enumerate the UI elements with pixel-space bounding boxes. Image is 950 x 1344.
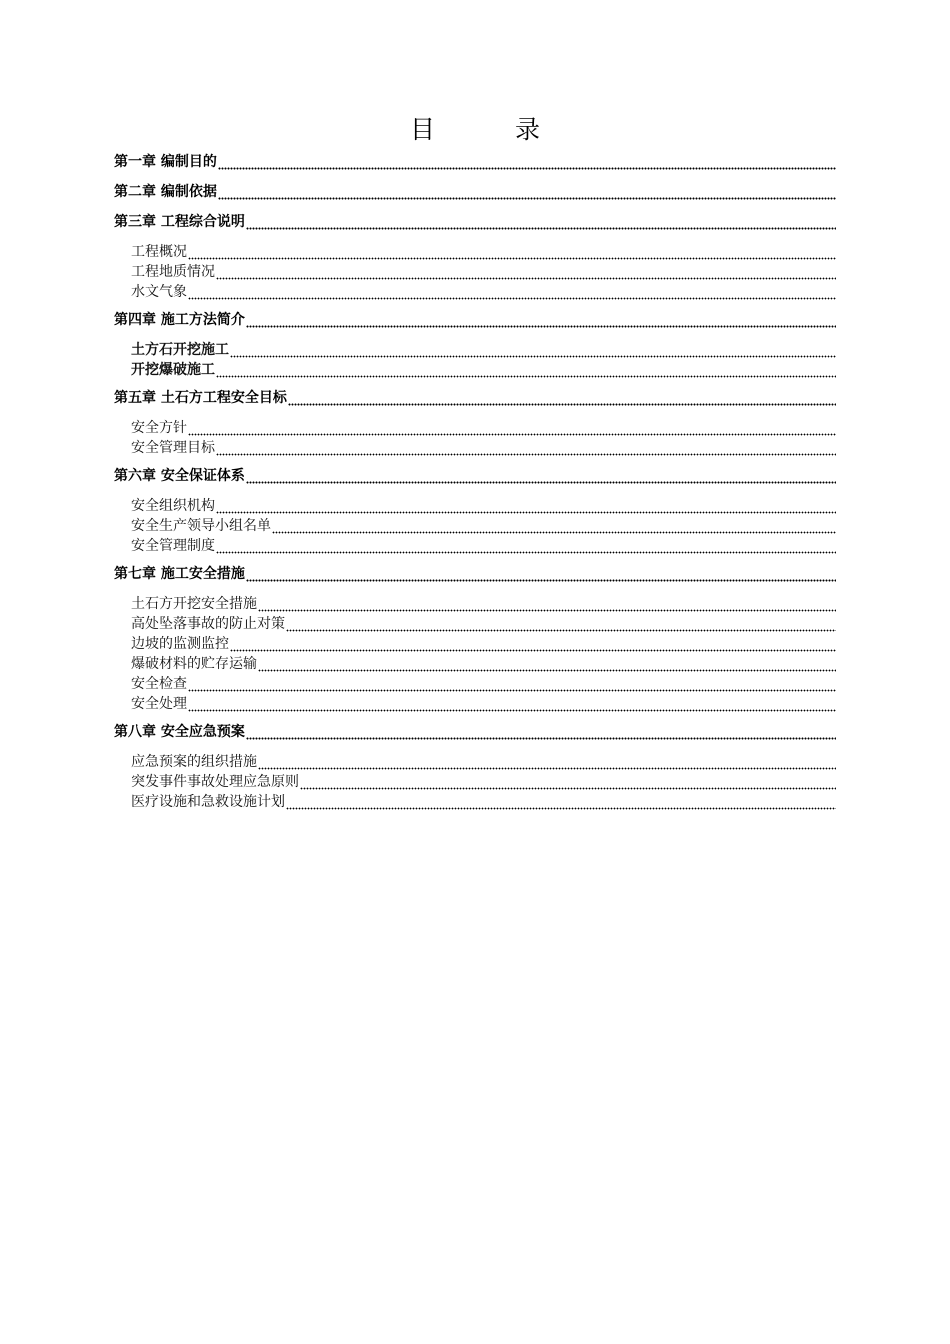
toc-section-label: 安全处理	[131, 696, 187, 712]
toc-dot-leader	[218, 152, 836, 172]
toc-section-entry[interactable]	[114, 694, 836, 714]
toc-section-entry[interactable]	[114, 792, 836, 812]
toc-section-label: 安全管理制度	[131, 538, 215, 554]
toc-section-label: 土方石开挖施工	[131, 342, 229, 358]
toc-section-label: 安全检查	[131, 676, 187, 692]
toc-section-entry[interactable]	[114, 516, 836, 536]
toc-section-entry[interactable]	[114, 674, 836, 694]
toc-dot-leader	[216, 438, 836, 458]
toc-chapter-entry[interactable]	[114, 564, 836, 584]
toc-chapter-entry[interactable]	[114, 310, 836, 330]
toc-dot-leader	[258, 654, 836, 674]
toc-section-label: 开挖爆破施工	[131, 362, 215, 378]
toc-section-label: 安全生产领导小组名单	[131, 518, 271, 534]
toc-chapter-label: 第八章 安全应急预案	[114, 724, 245, 740]
toc-chapter-entry[interactable]	[114, 182, 836, 202]
toc-dot-leader	[272, 516, 836, 536]
toc-section-label: 医疗设施和急救设施计划	[131, 794, 285, 810]
toc-section-entry[interactable]	[114, 282, 836, 302]
toc-dot-leader	[230, 340, 836, 360]
toc-dot-leader	[230, 634, 836, 654]
toc-section-entry[interactable]	[114, 496, 836, 516]
toc-chapter-label: 第五章 土石方工程安全目标	[114, 390, 287, 406]
toc-section-entry[interactable]	[114, 614, 836, 634]
toc-section-entry[interactable]	[114, 634, 836, 654]
toc-section-label: 水文气象	[131, 284, 187, 300]
toc-dot-leader	[246, 212, 836, 232]
toc-dot-leader	[258, 594, 836, 614]
toc-chapter-entry[interactable]	[114, 152, 836, 172]
toc-section-label: 土石方开挖安全措施	[131, 596, 257, 612]
toc-chapter-entry[interactable]	[114, 722, 836, 742]
toc-chapter-entry[interactable]	[114, 388, 836, 408]
toc-section-entry[interactable]	[114, 594, 836, 614]
toc-chapter-label: 第一章 编制目的	[114, 154, 217, 170]
toc-dot-leader	[188, 282, 836, 302]
toc-section-entry[interactable]	[114, 654, 836, 674]
table-of-contents	[114, 152, 836, 820]
toc-chapter-label: 第六章 安全保证体系	[114, 468, 245, 484]
toc-section-entry[interactable]	[114, 536, 836, 556]
toc-section-label: 高处坠落事故的防止对策	[131, 616, 285, 632]
toc-dot-leader	[188, 242, 836, 262]
toc-dot-leader	[286, 792, 836, 812]
toc-dot-leader	[188, 694, 836, 714]
toc-title: 目 录	[410, 115, 576, 144]
toc-dot-leader	[246, 564, 836, 584]
toc-dot-leader	[258, 752, 836, 772]
toc-dot-leader	[286, 614, 836, 634]
toc-dot-leader	[246, 722, 836, 742]
toc-section-entry[interactable]	[114, 438, 836, 458]
toc-chapter-label: 第四章 施工方法简介	[114, 312, 245, 328]
toc-chapter-label: 第三章 工程综合说明	[114, 214, 245, 230]
toc-dot-leader	[216, 360, 836, 380]
toc-section-label: 工程地质情况	[131, 264, 215, 280]
toc-section-label: 工程概况	[131, 244, 187, 260]
toc-section-entry[interactable]	[114, 752, 836, 772]
toc-section-entry[interactable]	[114, 340, 836, 360]
toc-dot-leader	[288, 388, 836, 408]
toc-section-entry[interactable]	[114, 242, 836, 262]
toc-chapter-label: 第二章 编制依据	[114, 184, 217, 200]
toc-section-label: 安全方针	[131, 420, 187, 436]
toc-dot-leader	[216, 262, 836, 282]
toc-section-label: 安全管理目标	[131, 440, 215, 456]
toc-section-entry[interactable]	[114, 418, 836, 438]
toc-chapter-entry[interactable]	[114, 466, 836, 486]
toc-section-label: 爆破材料的贮存运输	[131, 656, 257, 672]
toc-dot-leader	[188, 674, 836, 694]
toc-dot-leader	[246, 466, 836, 486]
toc-chapter-label: 第七章 施工安全措施	[114, 566, 245, 582]
toc-dot-leader	[246, 310, 836, 330]
toc-dot-leader	[188, 418, 836, 438]
toc-section-entry[interactable]	[114, 772, 836, 792]
toc-dot-leader	[300, 772, 836, 792]
toc-dot-leader	[216, 496, 836, 516]
toc-chapter-entry[interactable]	[114, 212, 836, 232]
toc-section-label: 边坡的监测监控	[131, 636, 229, 652]
toc-section-entry[interactable]	[114, 360, 836, 380]
toc-section-label: 突发事件事故处理应急原则	[131, 774, 299, 790]
toc-section-label: 应急预案的组织措施	[131, 754, 257, 770]
toc-dot-leader	[216, 536, 836, 556]
toc-section-label: 安全组织机构	[131, 498, 215, 514]
toc-section-entry[interactable]	[114, 262, 836, 282]
toc-dot-leader	[218, 182, 836, 202]
